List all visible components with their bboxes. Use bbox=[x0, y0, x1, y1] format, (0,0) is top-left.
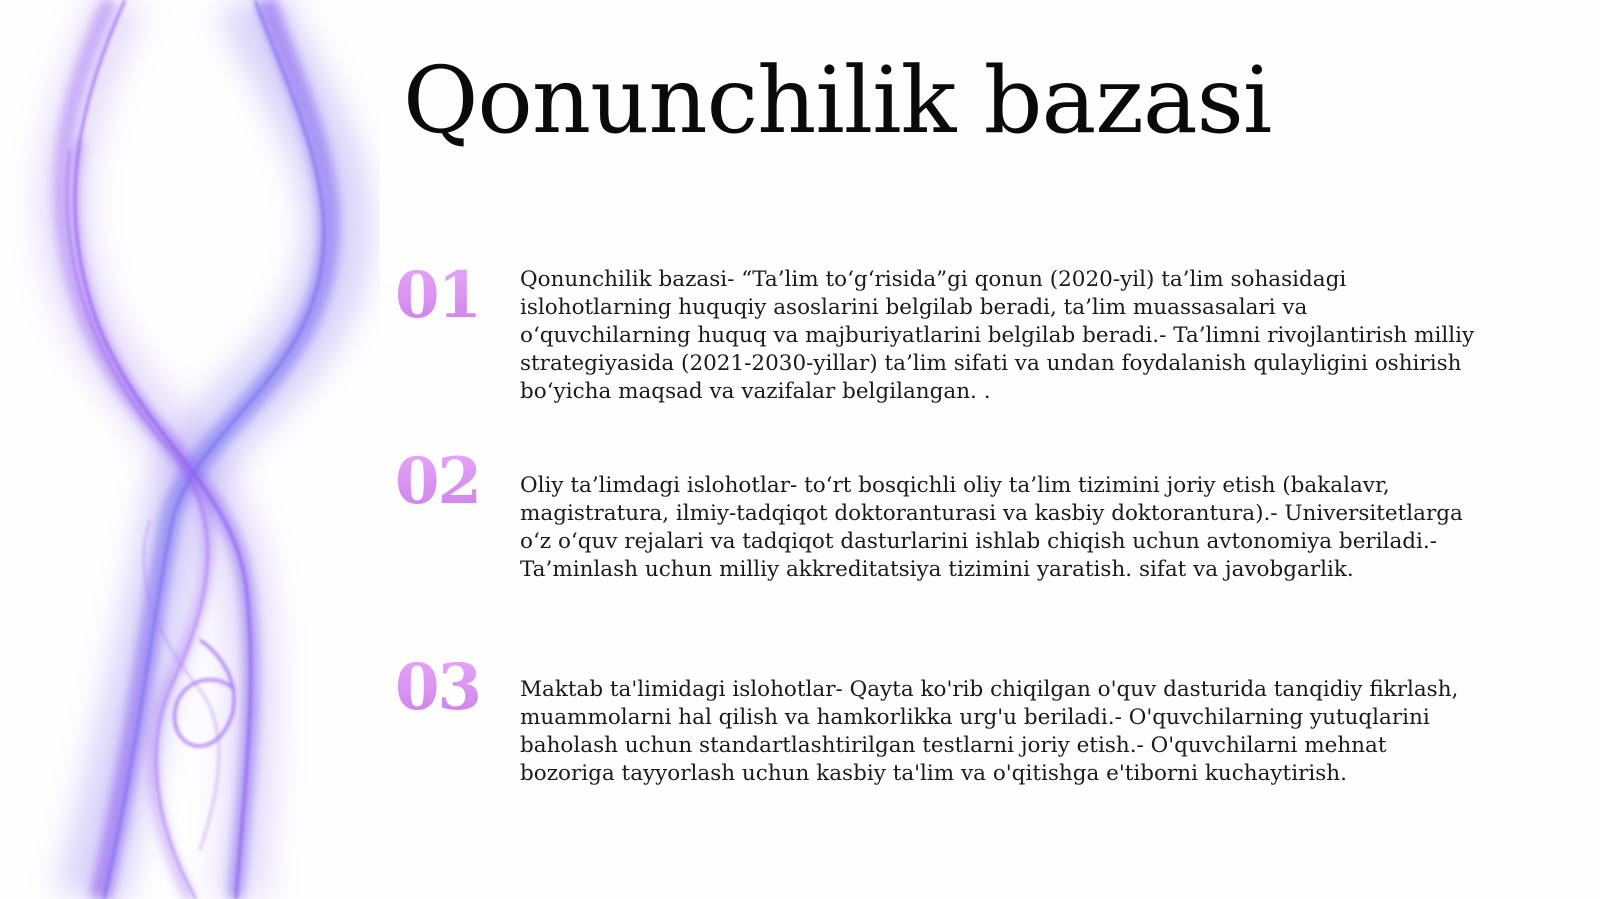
item-number: 01 bbox=[395, 260, 520, 332]
list-item bbox=[395, 446, 1475, 584]
item-text: Oliy ta’limdagi islohotlar- to‘rt bosqichli oliy ta’lim tizimini joriy etish (bakalavr, magistratura, ilmiy-tadqiqot doktoranturasi va kasbiy doktorantura).- Universitetlarga o‘z o‘quv rejalari va tadqiqot dasturlarini ishlab chiqish uchun avtonomiya beriladi.- Ta’minlash uchun milliy akkreditatsiya tizimini yaratish. sifat va javobgarlik. bbox=[520, 473, 1463, 582]
item-text: Qonunchilik bazasi- “Ta’lim to‘g‘risida”gi qonun (2020-yil) ta’lim sohasidagi islohotlarning huquqiy asoslarini belgilab beradi, ta’lim muassasalari va o‘quvchilarning huquq va majburiyatlarini belgilab beradi.- Ta’limni rivojlantirish milliy strategiyasida (2021-2030-yillar) ta’lim sifati va undan foydalanish qulayligini oshirish bo‘yicha maqsad va vazifalar belgilangan. . bbox=[520, 267, 1475, 404]
purple-smoke-decoration bbox=[0, 0, 380, 899]
list-item bbox=[395, 652, 1475, 788]
item-number: 03 bbox=[395, 652, 520, 724]
list-item bbox=[395, 260, 1475, 406]
item-number: 02 bbox=[395, 446, 520, 518]
item-text: Maktab ta'limidagi islohotlar- Qayta ko'rib chiqilgan o'quv dasturida tanqidiy fikrlash, muammolarni hal qilish va hamkorlikka urg'u beriladi.- O'quvchilarning yutuqlarini baholash uchun standartlashtirilgan testlarni joriy etish.- O'quvchilarni mehnat bozoriga tayyorlash uchun kasbiy ta'lim va o'qitishga e'tiborni kuchaytirish. bbox=[520, 677, 1459, 786]
slide-title: Qonunchilik bazasi bbox=[403, 47, 1272, 154]
